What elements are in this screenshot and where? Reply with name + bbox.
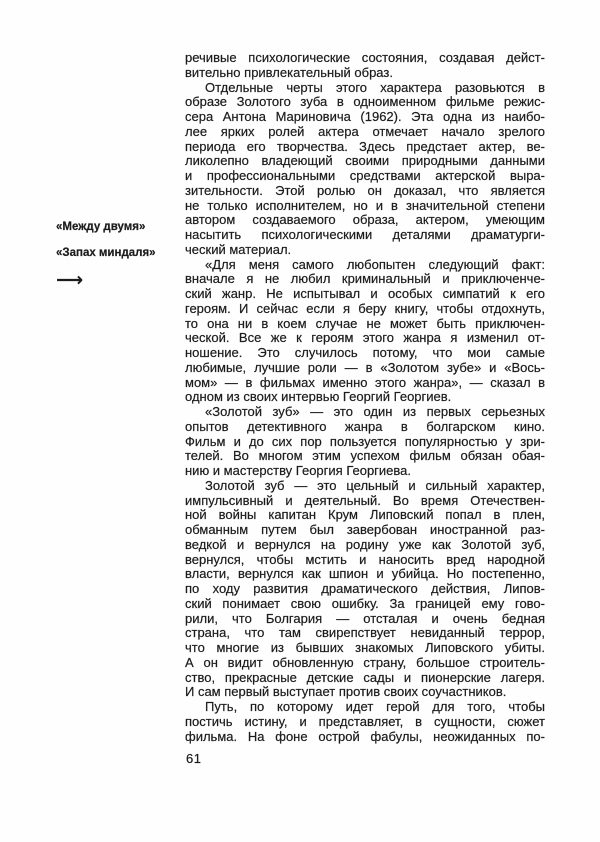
text-line: и профессиональными средствами актерской выра-: [185, 168, 545, 183]
text-line: образе Золотого зуба в одноименном фильме режис-: [185, 94, 545, 110]
text-line: «Для меня самого любопытен следующий факт:: [205, 256, 545, 272]
margin-note-zapakh-mindalya: «Запах миндаля»: [56, 247, 156, 259]
margin-notes: [56, 221, 181, 291]
text-line: насытить психологическими деталями драматурги-: [185, 227, 545, 242]
margin-note-mezhdu-dvumya: «Между двумя»: [56, 221, 146, 233]
text-line: обманным путем был завербован иностранной раз-: [185, 522, 545, 537]
text-line: сера Антона Мариновича (1962). Эта одна из наибо-: [185, 109, 545, 124]
text-line: периода его творчества. Здесь предстает актер, ве-: [185, 138, 545, 154]
text-line: мом» — в фильмах именно этого жанра», — сказал в: [185, 374, 545, 390]
text-line: речивые психологические состояния, создавая дейст-: [185, 50, 545, 65]
text-line: импульсивный и деятельный. Во время Отечествен-: [185, 492, 545, 508]
paragraph: [185, 700, 545, 744]
text-line: рили, что Болгария — отсталая и очень бедная: [185, 610, 545, 626]
paragraph: [185, 81, 545, 258]
text-line: ной войны капитан Крум Липовский попал в плен,: [185, 507, 545, 523]
text-line: не только исполнителем, но и в значительной степени: [185, 197, 545, 213]
text-line: «Золотой зуб» — это один из первых серьезных: [205, 404, 545, 419]
text-line: автором создаваемого образа, актером, умеющим: [185, 212, 545, 228]
text-line: любимые, лучшие роли — в «Золотом зубе» и «Вось-: [185, 359, 545, 375]
text-line: фильма. На фоне острой фабулы, неожиданных по-: [185, 728, 545, 744]
text-line: ческий материал.: [185, 241, 292, 257]
paragraph: [185, 405, 545, 479]
text-line: что многие из бывших знакомых Липовского убиты.: [185, 640, 545, 655]
page-number: 61: [186, 751, 202, 766]
paragraph: [185, 258, 545, 406]
text-line: телей. Во многом этим успехом фильм обязан обая-: [185, 448, 545, 464]
text-line: Золотой зуб — это цельный и сильный характер,: [205, 477, 545, 493]
text-line: вернулся, чтобы мстить и наносить вред народной: [185, 551, 545, 567]
text-line: вначале я не любил криминальный и приключенче-: [185, 271, 545, 287]
text-column: [185, 51, 545, 744]
paragraph: [185, 51, 545, 81]
text-line: то она ни в коем случае не может быть приключен-: [185, 315, 545, 331]
text-line: по ходу развития драматического действия, Липов-: [185, 581, 545, 596]
paragraph: [185, 479, 545, 700]
text-line: страна, что там свирепствует невиданный террор,: [185, 625, 545, 641]
text-line: А он видит обновленную страну, большое строитель-: [185, 654, 545, 670]
text-line: ношение. Это случилось потому, что мои самые: [185, 345, 545, 360]
text-line: Путь, по которому идет герой для того, чтобы: [205, 699, 545, 714]
text-line: нию и мастерству Георгия Георгиева.: [185, 463, 412, 478]
text-line: ский жанр. Не испытывал и особых симпатий к его: [185, 286, 545, 301]
text-line: Отдельные черты этого характера разовьются в: [205, 79, 545, 95]
text-line: лее ярких ролей актера отмечает начало зрелого: [185, 123, 545, 139]
text-line: власти, вернулся как шпион и убийца. Но постепенно,: [185, 566, 545, 582]
long-right-arrow-icon: ⟶: [56, 269, 84, 291]
text-line: героям. И сейчас если я беру книгу, чтобы отдохнуть,: [185, 300, 545, 316]
text-line: постичь истину, и представляет, в сущности, сюжет: [185, 713, 545, 729]
text-line: ликолепно владеющий своими природными данными: [185, 153, 545, 169]
text-line: зительности. Этой ролью он доказал, что является: [185, 182, 545, 198]
text-line: ство, прекрасные детские сады и пионерские лагеря.: [185, 669, 545, 685]
text-line: ведкой и вернулся на родину уже как Золотой зуб,: [185, 536, 545, 552]
text-line: ский понимает свою ошибку. За границей ему гово-: [185, 595, 545, 611]
text-line: одном из своих интервью Георгий Георгиев.: [185, 389, 452, 405]
text-line: Фильм и до сих пор пользуется популярностью у зри-: [185, 433, 545, 449]
text-line: И сам первый выступает против своих соучастников.: [185, 684, 507, 700]
text-line: ческой. Все же к героям этого жанра я изменил от-: [185, 330, 545, 346]
text-line: вительно привлекательный образ.: [185, 64, 393, 80]
text-line: опытов детективного жанра в болгарском кино.: [185, 418, 545, 434]
